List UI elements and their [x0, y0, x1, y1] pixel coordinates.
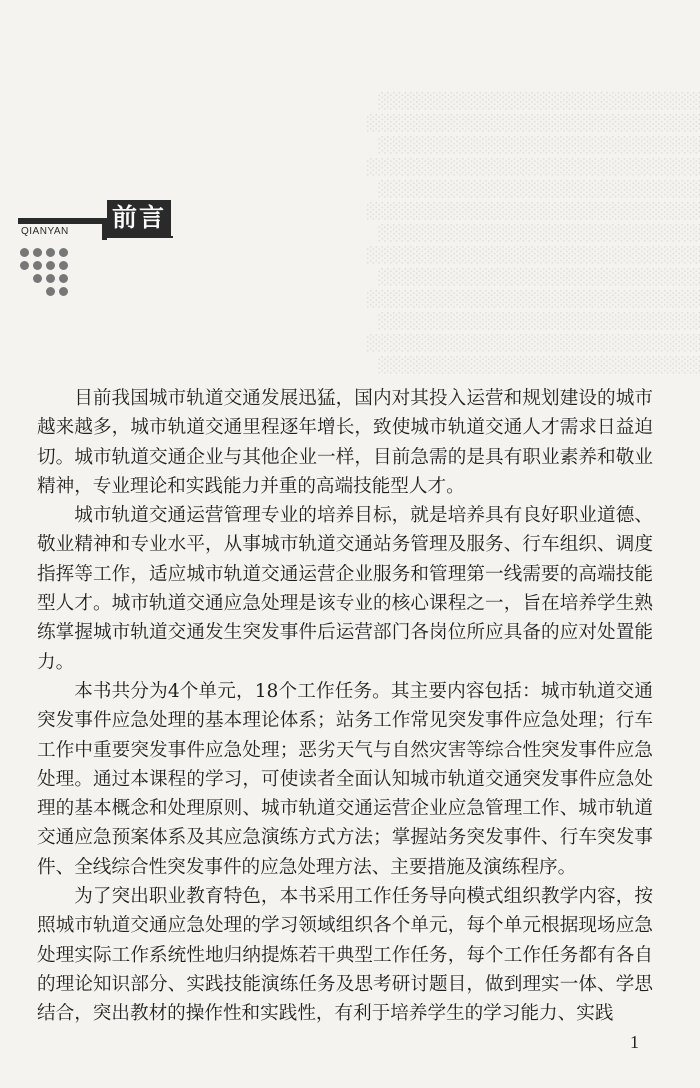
- header-subtitle: QIANYAN: [21, 226, 69, 237]
- body-text: [37, 384, 653, 1029]
- page-title: 前言: [107, 200, 171, 236]
- bleed-through-texture: ░░░░░░░░░░░░░░░░░░░░░░░░░░░░ ░░░░░░░░░░░░░░░░░░░░░░░░░░░░░ ░░░░░░░░░░░░░░░░░░░░░░░░░░░░ ░░░░░░░░░░░░░░░░░░░░░░░░░░░░░ ░░░░░░░░░░░░░░░░░░░░░░░░░░░░ ░░░░░░░░░░░░░░░░░░░░░░░░░░░░░ ░░░░░░░░░░░░░░░░░░░░░░░░░░░░ ░░░░░░░░░░░░░░░░░░░░░░░░░░░░░ ░░░░░░░░░░░░░░░░░░░░░░░░░░░░ ░░░░░░░░░░░░░░░░░░░░░░░░░░░░░ ░░░░░░░░░░░░░░░░░░░░░░░░░░░░ ░░░░░░░░░░░░░░░░░░░░░░░░░░░░░ ░░░░░░░░░░░░░░░░░░░░░░░░░░░░: [365, 92, 700, 374]
- title-underline: [107, 236, 173, 238]
- header-rule: [18, 218, 106, 224]
- dot-grid-ornament: [20, 248, 80, 308]
- page-number: 1: [630, 1032, 639, 1052]
- paragraph: 目前我国城市轨道交通发展迅猛，国内对其投入运营和规划建设的城市越来越多，城市轨道交通里程逐年增长，致使城市轨道交通人才需求日益迫切。城市轨道交通企业与其他企业一样，目前急需的是具有职业素养和敬业精神，专业理论和实践能力并重的高端技能型人才。: [37, 388, 653, 497]
- paragraph: 城市轨道交通运营管理专业的培养目标，就是培养具有良好职业道德、敬业精神和专业水平，从事城市轨道交通站务管理及服务、行车组织、调度指挥等工作，适应城市轨道交通运营企业服务和管理第一线需要的高端技能型人才。城市轨道交通应急处理是该专业的核心课程之一，旨在培养学生熟练掌握城市轨道交通发生突发事件后运营部门各岗位所应具备的应对处置能力。: [37, 505, 653, 673]
- paragraph: 本书共分为4个单元，18个工作任务。其主要内容包括：城市轨道交通突发事件应急处理的基本理论体系；站务工作常见突发事件应急处理；行车工作中重要突发事件应急处理；恶劣天气与自然灾害等综合性突发事件应急处理。通过本课程的学习，可使读者全面认知城市轨道交通突发事件应急处理的基本概念和处理原则、城市轨道交通运营企业应急管理工作、城市轨道交通应急预案体系及其应急演练方式方法；掌握站务突发事件、行车突发事件、全线综合性突发事件的应急处理方法、主要措施及演练程序。: [37, 680, 653, 878]
- paragraph: 为了突出职业教育特色，本书采用工作任务导向模式组织教学内容，按照城市轨道交通应急处理的学习领域组织各个单元，每个单元根据现场应急处理实际工作系统性地归纳提炼若干典型工作任务，每个工作任务都有各自的理论知识部分、实践技能演练任务及思考研讨题目，做到理实一体、学思结合，突出教材的操作性和实践性，有利于培养学生的学习能力、实践: [37, 886, 653, 1025]
- section-header: [18, 196, 318, 306]
